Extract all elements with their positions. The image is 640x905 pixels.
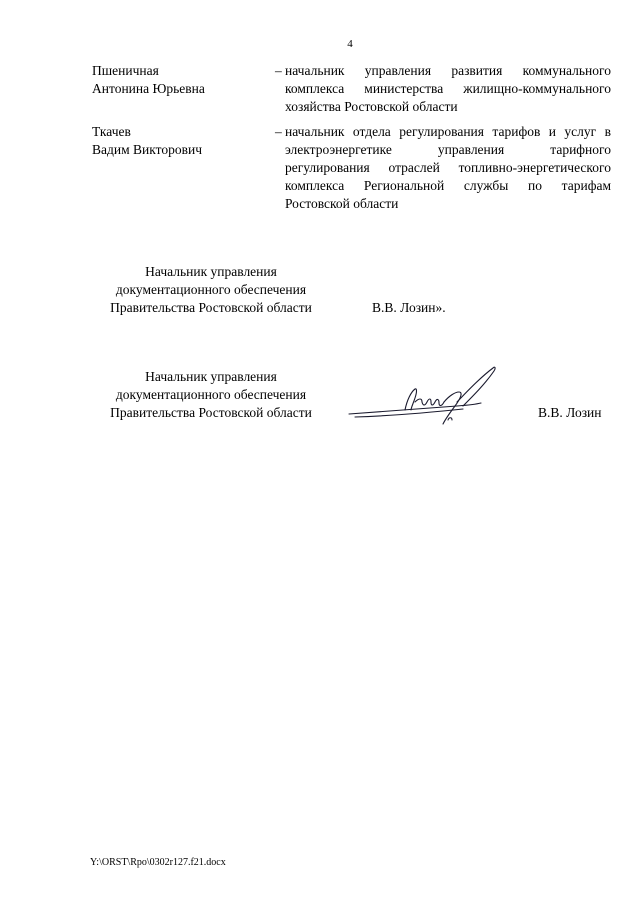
signer-title-line: документационного обеспечения [115, 282, 307, 297]
signer-title-line: документационного обеспечения [115, 387, 307, 402]
member-position: начальник отдела регулирования тарифов и услуг в электроэнергетике управления тарифного регулирования отраслей топливно-энергетического комплекса Региональной службы по тарифам Ростовской области [285, 124, 611, 211]
member-name [92, 62, 272, 98]
signer-title-line: Начальник управления [145, 369, 277, 384]
signature-stroke [448, 418, 452, 420]
signature-stroke [415, 399, 444, 406]
signature-stroke [405, 389, 417, 410]
dash-separator: – [275, 124, 282, 139]
signer-name: В.В. Лозин». [372, 300, 446, 315]
signature-stroke [457, 367, 495, 406]
signature-stroke [355, 409, 463, 417]
dash-separator: – [275, 63, 282, 78]
signer-title [91, 263, 331, 317]
signer-name: В.В. Лозин [538, 405, 602, 420]
member-surname: Пшеничная [92, 63, 159, 78]
member-given-names: Вадим Викторович [92, 142, 202, 157]
page-number: 4 [347, 38, 353, 50]
member-given-names: Антонина Юрьевна [92, 81, 205, 96]
signer-title-line: Начальник управления [145, 264, 277, 279]
signer-title-line: Правительства Ростовской области [110, 300, 312, 315]
member-name [92, 123, 272, 159]
handwritten-signature [345, 362, 505, 432]
signer-title [91, 368, 331, 422]
signer-title-line: Правительства Ростовской области [110, 405, 312, 420]
signature-block-appendix [91, 263, 631, 317]
signature-stroke [349, 403, 481, 414]
document-file-path: Y:\ORST\Rpo\0302r127.f21.docx [90, 857, 226, 868]
member-surname: Ткачев [92, 124, 131, 139]
member-position: начальник управления развития коммунального комплекса министерства жилищно-коммунального хозяйства Ростовской области [285, 63, 611, 114]
